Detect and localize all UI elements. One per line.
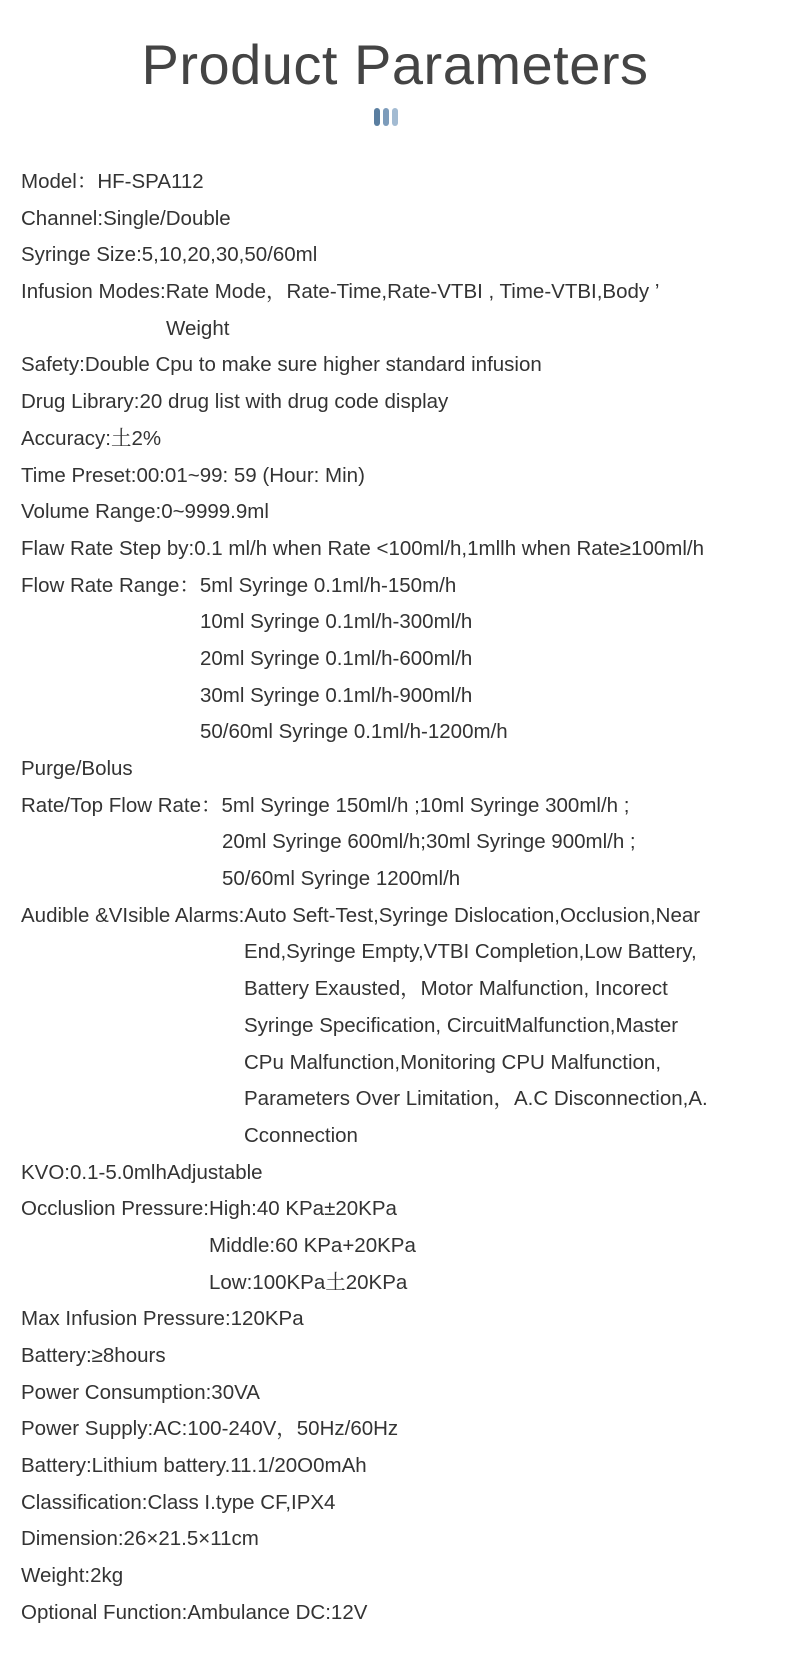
param-line: [21, 1338, 781, 1375]
param-row: [21, 1485, 781, 1522]
param-row: [21, 1595, 781, 1632]
param-line: [21, 1485, 781, 1522]
param-value: 0.1 ml/h when Rate <100ml/h,1mllh when Rate≥100ml/h: [194, 536, 704, 560]
param-row: [21, 421, 781, 458]
param-value: Double Cpu to make sure higher standard infusion: [84, 353, 542, 377]
param-line: [21, 1191, 781, 1228]
param-row: [21, 568, 781, 751]
param-label: Max Infusion Pressure:: [21, 1307, 231, 1331]
param-row: [21, 201, 781, 238]
param-line: [21, 494, 781, 531]
param-row: [21, 384, 781, 421]
param-label: Accuracy:: [21, 426, 111, 450]
param-value-continuation: 30ml Syringe 0.1ml/h-900ml/h: [200, 683, 473, 707]
param-value-continuation: Low:100KPa土20KPa: [209, 1270, 408, 1294]
param-value-continuation: CPu Malfunction,Monitoring CPU Malfunction,: [244, 1050, 662, 1074]
param-value-continuation: End,Syringe Empty,VTBI Completion,Low Battery,: [244, 940, 697, 964]
param-line: [21, 421, 781, 458]
param-row: [21, 1155, 781, 1192]
param-row: [21, 274, 781, 347]
param-line: [21, 1521, 781, 1558]
param-value: ≥8hours: [91, 1344, 166, 1367]
param-label: Optional Function:: [21, 1600, 188, 1624]
param-label: Battery:: [21, 1344, 92, 1367]
param-value: HF-SPA112: [97, 170, 204, 193]
param-value: AC:100-240V，50Hz/60Hz: [153, 1417, 399, 1441]
param-label: Occluslion Pressure:: [21, 1197, 209, 1221]
param-row: [21, 494, 781, 531]
param-line: [21, 237, 781, 274]
param-label: Safety:: [21, 353, 85, 377]
param-value: Auto Seft-Test,Syringe Dislocation,Occlusion,Near: [244, 903, 701, 927]
divider-bar: [392, 108, 398, 126]
param-line: [21, 1301, 781, 1338]
param-line: [21, 1595, 781, 1632]
param-line: [21, 384, 781, 421]
param-line: [21, 751, 781, 788]
param-value: 5ml Syringe 150ml/h ;10ml Syringe 300ml/h ;: [221, 793, 630, 817]
page-title: Product Parameters: [141, 33, 649, 96]
param-row: [21, 1338, 781, 1375]
param-row: [21, 1191, 781, 1301]
param-row: [21, 237, 781, 274]
param-value-continuation: Battery Exausted，Motor Malfunction, Incorect: [244, 977, 668, 1001]
param-label: Dimension:: [21, 1527, 124, 1551]
param-label: Weight:: [21, 1564, 91, 1588]
param-line: [21, 1558, 781, 1595]
param-row: [21, 1411, 781, 1448]
divider-bar: [374, 108, 380, 126]
param-label: Time Preset:: [21, 463, 137, 487]
param-row: [21, 898, 781, 1155]
param-label: Audible &VIsible Alarms:: [21, 903, 245, 927]
param-label: Infusion Modes:: [21, 280, 166, 304]
param-value-continuation: Parameters Over Limitation，A.C Disconnection,A.: [244, 1087, 708, 1111]
param-value: 土2%: [111, 426, 162, 450]
param-value: 5ml Syringe 0.1ml/h-150m/h: [199, 573, 457, 597]
param-value: High:40 KPa±20KPa: [208, 1197, 397, 1221]
param-row: [21, 1301, 781, 1338]
param-label: Power Consumption:: [21, 1380, 212, 1404]
param-line: [21, 164, 781, 201]
param-row: [21, 751, 781, 788]
param-label: Flaw Rate Step by:: [21, 536, 195, 560]
param-value-continuation: 20ml Syringe 600ml/h;30ml Syringe 900ml/h ;: [222, 830, 636, 854]
param-value: Lithium battery.11.1/20O0mAh: [91, 1454, 367, 1478]
param-line: [21, 898, 781, 935]
param-label: Volume Range:: [21, 500, 162, 524]
param-value: Rate Mode，Rate-Time,Rate-VTBI , Time-VTBI,Body ’: [165, 280, 660, 304]
param-line: [21, 201, 781, 238]
param-label: Battery:: [21, 1454, 92, 1478]
param-label: Drug Library:: [21, 390, 140, 414]
param-line: [21, 1155, 781, 1192]
param-value: 20 drug list with drug code display: [139, 390, 449, 414]
param-row: [21, 347, 781, 384]
param-value-continuation: 50/60ml Syringe 0.1ml/h-1200m/h: [200, 720, 508, 744]
param-row: [21, 1558, 781, 1595]
param-value-continuation: 10ml Syringe 0.1ml/h-300ml/h: [200, 610, 473, 634]
param-line: [21, 1375, 781, 1412]
param-line: [21, 274, 781, 311]
param-line: [21, 1448, 781, 1485]
param-value: Single/Double: [103, 206, 231, 230]
param-value: Ambulance DC:12V: [187, 1600, 368, 1624]
param-value-continuation: Weight: [166, 316, 230, 340]
param-line: [21, 1411, 781, 1448]
param-value: 30VA: [211, 1380, 260, 1404]
param-row: [21, 1375, 781, 1412]
param-line: [21, 568, 781, 605]
param-value-continuation: Syringe Specification, CircuitMalfunction,Master: [244, 1013, 679, 1037]
param-label: Model：: [21, 170, 98, 193]
param-value: 0~9999.9ml: [161, 500, 269, 524]
divider-bar: [383, 108, 389, 126]
param-label: KVO:: [21, 1160, 70, 1184]
param-row: [21, 1521, 781, 1558]
param-value: 120KPa: [230, 1307, 304, 1331]
param-label: Syringe Size:: [21, 243, 142, 267]
param-value-continuation: Cconnection: [244, 1123, 358, 1147]
param-value: 00:01~99: 59 (Hour: Min): [136, 463, 365, 487]
param-label: Purge/Bolus: [21, 757, 133, 780]
parameter-list: [21, 164, 781, 1632]
param-row: [21, 164, 781, 201]
param-value-continuation: 50/60ml Syringe 1200ml/h: [222, 867, 461, 891]
param-value: 2kg: [90, 1564, 124, 1588]
param-label: Classification:: [21, 1490, 148, 1514]
param-value-continuation: 20ml Syringe 0.1ml/h-600ml/h: [200, 646, 473, 670]
param-value-continuation: Middle:60 KPa+20KPa: [209, 1233, 416, 1257]
param-label: Rate/Top Flow Rate：: [21, 793, 222, 817]
title-divider-icon: [374, 108, 398, 126]
param-label: Power Supply:: [21, 1417, 154, 1441]
param-value: 5,10,20,30,50/60ml: [141, 243, 318, 267]
param-line: [21, 347, 781, 384]
param-row: [21, 531, 781, 568]
param-row: [21, 1448, 781, 1485]
param-line: [21, 531, 781, 568]
param-line: [21, 458, 781, 495]
param-row: [21, 458, 781, 495]
param-value: 26×21.5×11cm: [123, 1527, 259, 1551]
param-label: Channel:: [21, 206, 104, 230]
param-value: 0.1-5.0mlhAdjustable: [70, 1160, 263, 1184]
param-value: Class I.type CF,IPX4: [147, 1490, 336, 1514]
param-row: [21, 788, 781, 898]
param-label: Flow Rate Range：: [21, 573, 200, 597]
param-line: [21, 788, 781, 825]
